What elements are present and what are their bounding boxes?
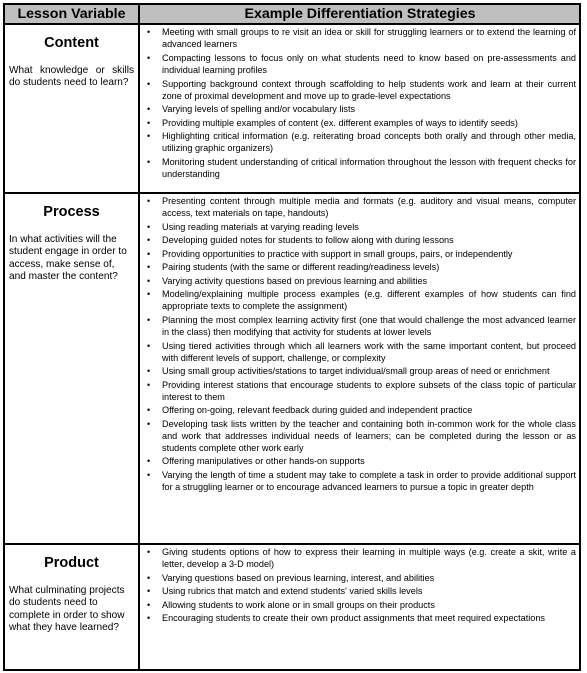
list-item: • Varying activity questions based on previous learning and abilities — [144, 275, 576, 287]
list-item: • Modeling/explaining multiple process examples (e.g. different examples of how students can find appropriate texts to complete the assignment) — [144, 288, 576, 312]
list-item: • Varying questions based on previous learning, interest, and abilities — [144, 572, 576, 584]
process-strategy-list — [144, 195, 576, 493]
content-question: What knowledge or skills do students need to learn? — [9, 65, 134, 89]
product-strategy-list — [144, 546, 576, 624]
header-example-strategies: Example Differentiation Strategies — [244, 6, 476, 22]
list-item: • Allowing students to work alone or in small groups on their products — [144, 599, 576, 611]
list-item: • Compacting lessons to focus only on what students need to know based on pre-assessments and individual learning profiles — [144, 52, 576, 76]
list-item: • Meeting with small groups to re visit an idea or skill for struggling learners or to extend the learning of advanced learners — [144, 26, 576, 50]
content-variable-cell — [5, 25, 140, 192]
process-strategies-cell — [140, 194, 579, 543]
process-row — [5, 194, 579, 545]
list-item: • Providing opportunities to practice with support in small groups, pairs, or independently — [144, 248, 576, 260]
list-item: • Supporting background context through scaffolding to help students work and learn at their current zone of proximal development and move up to grade-level expectations — [144, 78, 576, 102]
list-item: • Using reading materials at varying reading levels — [144, 221, 576, 233]
list-item: • Providing multiple examples of content (ex. different examples of ways to identify seeds) — [144, 117, 576, 129]
content-row — [5, 25, 579, 194]
product-row — [5, 545, 579, 669]
process-title: Process — [43, 204, 100, 220]
process-question: In what activities will the student engage in order to access, make sense of, and master the content? — [9, 234, 127, 282]
list-item: • Providing interest stations that encourage students to explore subsets of the class topic of particular interest to them — [144, 379, 576, 403]
product-title: Product — [44, 555, 99, 571]
product-question: What culminating projects do students need to complete in order to show what they have learned? — [9, 585, 125, 633]
product-variable-cell — [5, 545, 140, 669]
list-item: • Varying levels of spelling and/or vocabulary lists — [144, 103, 576, 115]
list-item: • Developing task lists written by the teacher and containing both in-common work for the whole class and work that addresses individual needs of learners; can be completed during the lesson or as students complete other work early — [144, 418, 576, 454]
list-item: • Planning the most complex learning activity first (one that would challenge the most advanced learner in the class) then modifying that activity for students at lower levels — [144, 314, 576, 338]
process-variable-cell — [5, 194, 140, 543]
list-item: • Offering on-going, relevant feedback during guided and independent practice — [144, 404, 576, 416]
list-item: • Using rubrics that match and extend students' varied skills levels — [144, 585, 576, 597]
header-lesson-variable: Lesson Variable — [5, 5, 140, 23]
differentiation-table — [3, 3, 581, 671]
list-item: • Highlighting critical information (e.g. reiterating broad concepts both orally and through other media, utilizing graphic organizers) — [144, 130, 576, 154]
list-item: • Developing guided notes for students to follow along with during lessons — [144, 234, 576, 246]
table-header-row — [5, 5, 579, 25]
content-strategies-cell — [140, 25, 579, 192]
list-item: • Monitoring student understanding of critical information throughout the lesson with frequent checks for understanding — [144, 156, 576, 180]
list-item: • Encouraging students to create their own product assignments that meet required expectations — [144, 612, 576, 624]
content-strategy-list — [144, 26, 576, 179]
product-strategies-cell — [140, 545, 579, 669]
list-item: • Presenting content through multiple media and formats (e.g. auditory and visual means, computer access, text materials on tape, handouts) — [144, 195, 576, 219]
list-item: • Offering manipulatives or other hands-on supports — [144, 455, 576, 467]
list-item: • Pairing students (with the same or different reading/readiness levels) — [144, 261, 576, 273]
list-item: • Giving students options of how to express their learning in multiple ways (e.g. create a skit, write a letter, develop a 3-D model) — [144, 546, 576, 570]
list-item: • Using tiered activities through which all learners work with the same important content, but proceed with different levels of support, challenge, or complexity — [144, 340, 576, 364]
content-title: Content — [44, 35, 99, 51]
list-item: • Varying the length of time a student may take to complete a task in order to provide additional support for a struggling learner or to encourage advanced learners to pursue a topic in greater depth — [144, 469, 576, 493]
list-item: • Using small group activities/stations to target individual/small group areas of need or enrichment — [144, 365, 576, 377]
